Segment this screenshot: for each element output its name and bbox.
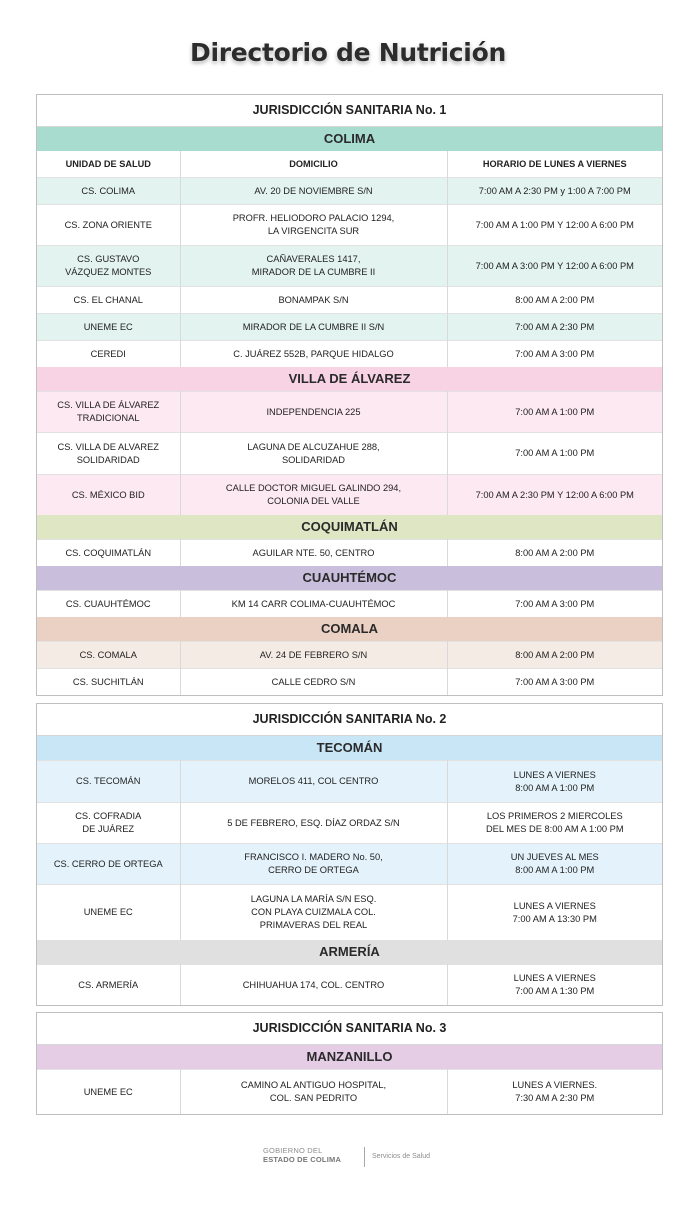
jurisdiccion-1-block: [36, 94, 663, 696]
armeria-table: [37, 964, 662, 1005]
page-title-wrap: [0, 38, 696, 67]
cell-domicilio: AV. 24 DE FEBRERO S/N: [180, 642, 447, 669]
cell-domicilio: BONAMPAK S/N: [180, 287, 447, 314]
header-horario: HORARIO DE LUNES A VIERNES: [447, 151, 662, 178]
cell-domicilio: AV. 20 DE NOVIEMBRE S/N: [180, 178, 447, 205]
city-header-tecoman: TECOMÁN: [37, 736, 662, 760]
city-header-manzanillo: MANZANILLO: [37, 1045, 662, 1069]
cell-unidad: CS. CUAUHTÉMOC: [65, 598, 151, 609]
cell-domicilio: LAGUNA LA MARÍA S/N ESQ. CON PLAYA CUIZMALA COL. PRIMAVERAS DEL REAL: [180, 885, 447, 941]
jurisdiccion-3-block: [36, 1012, 663, 1115]
city-header-comala: COMALA: [37, 617, 662, 641]
cell-domicilio: LAGUNA DE ALCUZAHUE 288, SOLIDARIDAD: [180, 433, 447, 475]
cell-unidad: CS. COLIMA: [81, 185, 136, 196]
gobierno-logo-text: [263, 1146, 341, 1164]
table-row: [37, 761, 662, 803]
cell-horario: 7:00 AM A 2:30 PM: [447, 314, 662, 341]
table-row: [37, 287, 662, 314]
city-header-cuauhtemoc: CUAUHTÉMOC: [37, 566, 662, 590]
page-title: Directorio de Nutrición: [190, 38, 506, 67]
cell-unidad: CS. VILLA DE ALVAREZ SOLIDARIDAD: [57, 441, 159, 465]
table-row: [37, 392, 662, 433]
table-row: [37, 205, 662, 246]
cell-unidad: CS. ARMERÍA: [78, 979, 139, 990]
cell-domicilio: CALLE DOCTOR MIGUEL GALINDO 294, COLONIA DEL VALLE: [180, 475, 447, 516]
cell-horario: LUNES A VIERNES 7:00 AM A 1:30 PM: [447, 965, 662, 1006]
cell-unidad: CS. GUSTAVO VÁZQUEZ MONTES: [65, 254, 152, 277]
servicios-de-salud-text: Servicios de Salud: [372, 1153, 430, 1160]
city-header-colima: COLIMA: [37, 127, 662, 151]
cell-unidad: CEREDI: [90, 348, 126, 359]
gobierno-line-1: GOBIERNO DEL: [263, 1146, 323, 1155]
cell-domicilio: C. JUÁREZ 552B, PARQUE HIDALGO: [180, 341, 447, 368]
cell-horario: 7:00 AM A 1:00 PM: [447, 392, 662, 433]
cell-horario: 7:00 AM A 1:00 PM: [447, 433, 662, 475]
cell-horario: LUNES A VIERNES 7:00 AM A 13:30 PM: [447, 885, 662, 941]
table-row: [37, 803, 662, 844]
tecoman-table: [37, 760, 662, 940]
cell-domicilio: AGUILAR NTE. 50, CENTRO: [180, 540, 447, 567]
table-row: [37, 433, 662, 475]
table-row: [37, 314, 662, 341]
cell-horario: 8:00 AM A 2:00 PM: [447, 287, 662, 314]
cell-domicilio: KM 14 CARR COLIMA-CUAUHTÉMOC: [180, 591, 447, 618]
table-row: [37, 844, 662, 885]
colima-table: [37, 151, 662, 367]
cell-horario: LUNES A VIERNES. 7:30 AM A 2:30 PM: [447, 1070, 662, 1115]
cell-unidad: UNEME EC: [83, 321, 133, 332]
cell-domicilio: CALLE CEDRO S/N: [180, 669, 447, 696]
jurisdiccion-2-title: JURISDICCIÓN SANITARIA No. 2: [37, 704, 662, 736]
cell-unidad: CS. VILLA DE ÁLVAREZ TRADICIONAL: [57, 400, 160, 423]
cell-unidad: CS. COQUIMATLÁN: [65, 547, 152, 558]
table-row: [37, 540, 662, 567]
cell-horario: LOS PRIMEROS 2 MIERCOLES DEL MES DE 8:00 AM A 1:00 PM: [447, 803, 662, 844]
cell-horario: 7:00 AM A 2:30 PM y 1:00 A 7:00 PM: [447, 178, 662, 205]
gobierno-line-2: ESTADO DE COLIMA: [263, 1155, 342, 1164]
footer-divider: [364, 1147, 365, 1167]
header-unidad: UNIDAD DE SALUD: [65, 158, 151, 169]
table-row: [37, 591, 662, 618]
cuauhtemoc-table: [37, 590, 662, 617]
manzanillo-table: [37, 1069, 662, 1114]
footer: [0, 1146, 696, 1170]
table-row: [37, 642, 662, 669]
cell-domicilio: CAMINO AL ANTIGUO HOSPITAL, COL. SAN PEDRITO: [180, 1070, 447, 1115]
city-header-villa-de-alvarez: VILLA DE ÁLVAREZ: [37, 367, 662, 391]
table-row: [37, 1070, 662, 1115]
table-row: [37, 475, 662, 516]
cell-horario: 8:00 AM A 2:00 PM: [447, 540, 662, 567]
cell-domicilio: FRANCISCO I. MADERO No. 50, CERRO DE ORTEGA: [180, 844, 447, 885]
coquimatlan-table: [37, 539, 662, 566]
cell-horario: 7:00 AM A 3:00 PM: [447, 341, 662, 368]
villa-de-alvarez-table: [37, 391, 662, 515]
city-header-armeria: ARMERÍA: [37, 940, 662, 964]
cell-domicilio: MORELOS 411, COL CENTRO: [180, 761, 447, 803]
cell-horario: 7:00 AM A 3:00 PM Y 12:00 A 6:00 PM: [447, 246, 662, 287]
header-domicilio: DOMICILIO: [180, 151, 447, 178]
cell-unidad: CS. TECOMÁN: [76, 776, 141, 786]
table-row: [37, 341, 662, 368]
cell-unidad: CS. COMALA: [79, 649, 137, 660]
cell-unidad: UNEME EC: [83, 1086, 133, 1097]
cell-domicilio: INDEPENDENCIA 225: [180, 392, 447, 433]
cell-unidad: CS. ZONA ORIENTE: [64, 219, 152, 230]
cell-horario: UN JUEVES AL MES 8:00 AM A 1:00 PM: [447, 844, 662, 885]
cell-horario: LUNES A VIERNES 8:00 AM A 1:00 PM: [447, 761, 662, 803]
cell-horario: 8:00 AM A 2:00 PM: [447, 642, 662, 669]
cell-unidad: CS. MÉXICO BID: [71, 489, 145, 500]
cell-domicilio: CHIHUAHUA 174, COL. CENTRO: [180, 965, 447, 1006]
jurisdiccion-1-title: JURISDICCIÓN SANITARIA No. 1: [37, 95, 662, 127]
jurisdiccion-2-block: [36, 703, 663, 1006]
cell-horario: 7:00 AM A 1:00 PM Y 12:00 A 6:00 PM: [447, 205, 662, 246]
cell-domicilio: PROFR. HELIODORO PALACIO 1294, LA VIRGENCITA SUR: [180, 205, 447, 246]
table-row: [37, 885, 662, 941]
jurisdiccion-3-title: JURISDICCIÓN SANITARIA No. 3: [37, 1013, 662, 1045]
table-row: [37, 965, 662, 1006]
cell-unidad: UNEME EC: [83, 907, 133, 917]
cell-unidad: CS. CERRO DE ORTEGA: [53, 858, 163, 869]
city-header-coquimatlan: COQUIMATLÁN: [37, 515, 662, 539]
cell-unidad: CS. EL CHANAL: [73, 294, 143, 305]
cell-unidad: CS. SUCHITLÁN: [72, 676, 144, 687]
table-row: [37, 246, 662, 287]
table-header-row: [37, 151, 662, 178]
cell-horario: 7:00 AM A 2:30 PM Y 12:00 A 6:00 PM: [447, 475, 662, 516]
comala-table: [37, 641, 662, 695]
cell-horario: 7:00 AM A 3:00 PM: [447, 669, 662, 696]
cell-domicilio: MIRADOR DE LA CUMBRE II S/N: [180, 314, 447, 341]
cell-horario: 7:00 AM A 3:00 PM: [447, 591, 662, 618]
cell-domicilio: CAÑAVERALES 1417, MIRADOR DE LA CUMBRE II: [180, 246, 447, 287]
table-row: [37, 669, 662, 696]
cell-domicilio: 5 DE FEBRERO, ESQ. DÍAZ ORDAZ S/N: [180, 803, 447, 844]
table-row: [37, 178, 662, 205]
cell-unidad: CS. COFRADIA DE JUÁREZ: [75, 811, 142, 834]
